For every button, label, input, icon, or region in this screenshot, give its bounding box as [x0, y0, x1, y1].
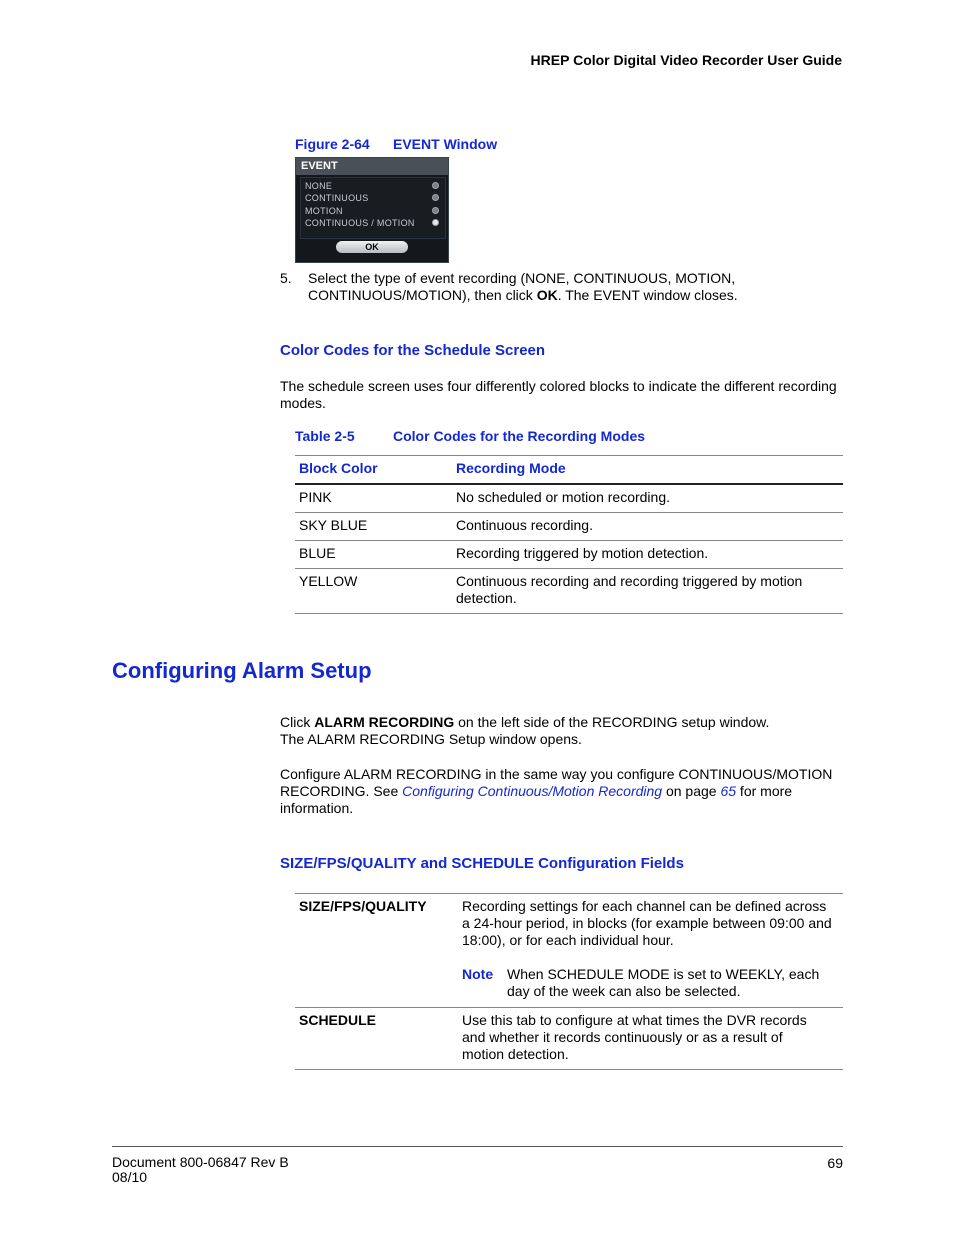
alarm-paragraph-2: Configure ALARM RECORDING in the same way you configure CONTINUOUS/MOTION RECORDING. See Configuring Continuous/Motion Recording on page 65 for more information. [280, 766, 833, 816]
table-caption [295, 428, 645, 444]
event-option-motion[interactable] [305, 205, 441, 217]
field-name: SIZE/FPS/QUALITY [299, 898, 427, 914]
color-codes-intro: The schedule screen uses four differently colored blocks to indicate the different recording modes. [280, 378, 837, 411]
table-row: BLUE Recording triggered by motion detection. [295, 541, 843, 569]
field-description: Recording settings for each channel can be defined across a 24-hour period, in blocks (for example between 09:00 and 18:00), or for each individual hour. [462, 898, 832, 948]
event-option-none[interactable] [305, 180, 441, 192]
section-heading-config-fields: SIZE/FPS/QUALITY and SCHEDULE Configuration Fields [280, 855, 684, 872]
table-row: PINK No scheduled or motion recording. [295, 485, 843, 513]
event-options-panel [300, 177, 446, 239]
step-number: 5. [280, 270, 292, 286]
event-option-label: NONE [305, 181, 333, 191]
radio-button[interactable] [432, 194, 439, 201]
color-codes-table [295, 455, 843, 614]
ok-button[interactable]: OK [336, 241, 408, 253]
config-fields-table [295, 893, 843, 1070]
step-5 [280, 270, 800, 304]
event-window [295, 157, 449, 263]
table-header-recording-mode: Recording Mode [456, 460, 566, 476]
field-name: SCHEDULE [299, 1012, 377, 1028]
field-description: Use this tab to configure at what times the DVR records and whether it records continuously or as a result of motion detection. [462, 1012, 807, 1062]
event-option-continuous[interactable] [305, 192, 441, 204]
event-option-label: CONTINUOUS [305, 193, 369, 203]
table-row: YELLOW Continuous recording and recording triggered by motion detection. [295, 569, 843, 614]
footer-divider [112, 1146, 843, 1147]
note-label: Note [462, 966, 494, 982]
running-header: HREP Color Digital Video Recorder User Guide [530, 52, 842, 68]
footer-doc-number: Document 800-06847 Rev B [112, 1154, 289, 1170]
page-number: 69 [827, 1155, 843, 1171]
table-row [295, 1008, 843, 1070]
event-option-continuous-motion[interactable] [305, 217, 441, 229]
cross-reference-link[interactable]: Configuring Continuous/Motion Recording [402, 783, 663, 799]
radio-button-selected[interactable] [432, 219, 439, 226]
table-row [295, 894, 843, 1008]
table-header-row [295, 456, 843, 485]
event-window-title: EVENT [296, 158, 448, 175]
table-label: Table 2-5 [295, 428, 355, 444]
event-option-label: CONTINUOUS / MOTION [305, 218, 415, 228]
table-title: Color Codes for the Recording Modes [393, 428, 646, 444]
radio-button[interactable] [432, 182, 439, 189]
table-row: SKY BLUE Continuous recording. [295, 513, 843, 541]
step-text: Select the type of event recording (NONE, CONTINUOUS, MOTION, CONTINUOUS/MOTION), then click OK. The EVENT window closes. [308, 270, 738, 303]
section-heading-color-codes: Color Codes for the Schedule Screen [280, 342, 546, 359]
figure-label: Figure 2-64 [295, 136, 370, 152]
figure-title: EVENT Window [393, 136, 498, 152]
table-header-block-color: Block Color [299, 460, 378, 476]
note-text: When SCHEDULE MODE is set to WEEKLY, each day of the week can also be selected. [507, 966, 820, 999]
event-option-label: MOTION [305, 206, 343, 216]
figure-caption [295, 136, 497, 152]
alarm-paragraph-1: Click ALARM RECORDING on the left side of the RECORDING setup window. The ALARM RECORDING Setup window opens. [280, 714, 770, 747]
footer-date: 08/10 [112, 1169, 148, 1185]
page-reference-link[interactable]: 65 [720, 783, 737, 799]
footer-doc-info [112, 1155, 289, 1185]
radio-button[interactable] [432, 207, 439, 214]
page-heading-alarm-setup: Configuring Alarm Setup [112, 658, 372, 683]
